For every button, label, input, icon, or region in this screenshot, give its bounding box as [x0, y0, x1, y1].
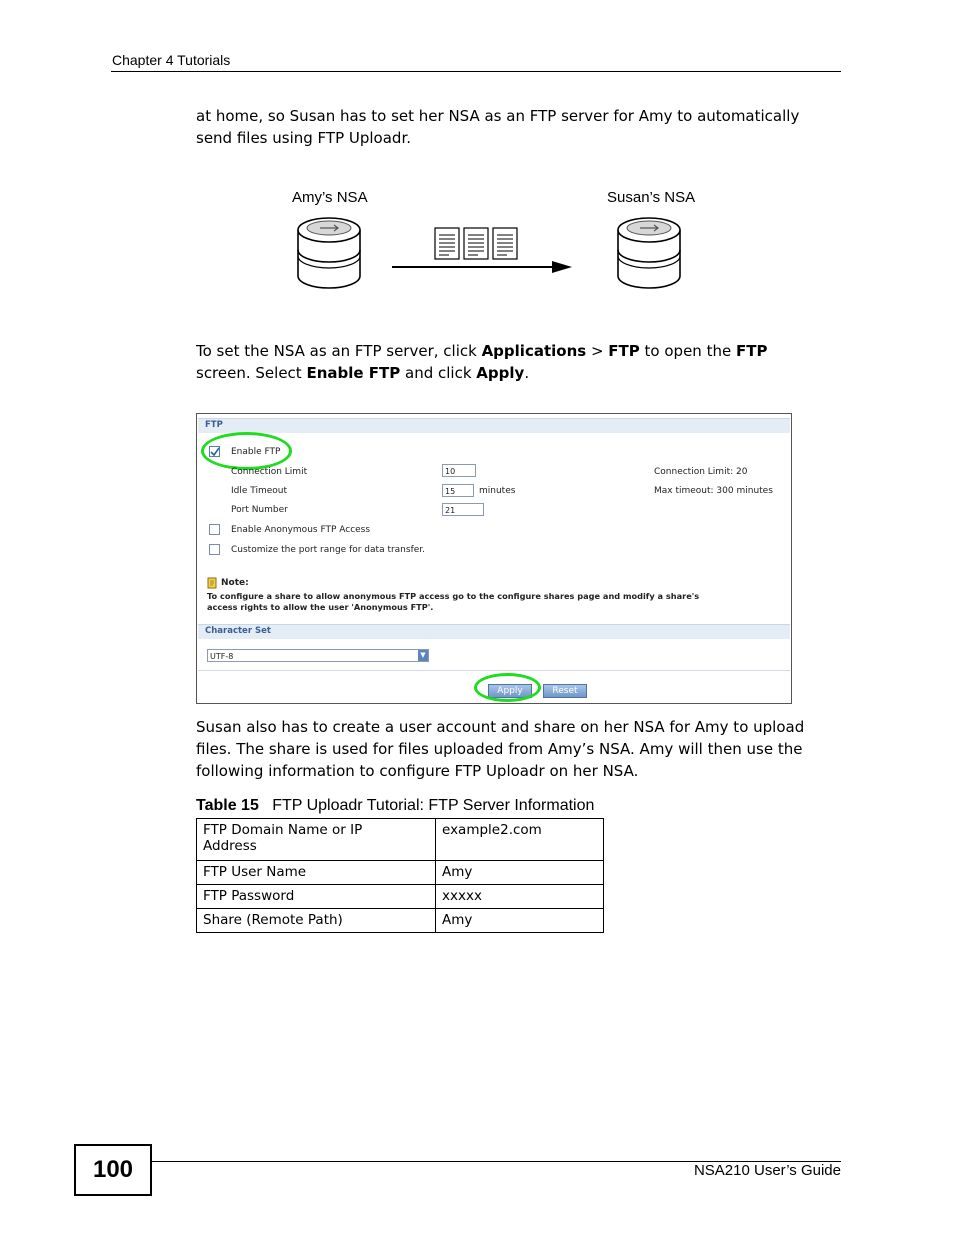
table-cell-value: example2.com	[436, 819, 604, 861]
table-row	[197, 861, 604, 885]
idle-timeout-unit: minutes	[479, 486, 516, 496]
table-row	[197, 819, 604, 861]
ftp-config-screenshot	[196, 413, 792, 704]
table-cell-key: FTP Domain Name or IP Address	[197, 819, 436, 861]
page-number: 100	[74, 1144, 152, 1196]
charset-section-header: Character Set	[198, 624, 790, 639]
chapter-header: Chapter 4 Tutorials	[112, 52, 231, 68]
table-row	[197, 909, 604, 933]
highlight-ring-apply	[474, 673, 541, 702]
apply-button[interactable]: Apply	[488, 684, 532, 698]
port-number-label: Port Number	[231, 505, 288, 515]
transfer-arrow	[392, 261, 572, 273]
connection-limit-label: Connection Limit	[231, 467, 308, 477]
divider	[198, 670, 790, 671]
amys-nsa-label: Amy’s NSA	[292, 189, 368, 206]
anonymous-ftp-label: Enable Anonymous FTP Access	[231, 525, 371, 535]
charset-value: UTF-8	[210, 652, 234, 661]
amys-nsa-icon	[298, 218, 360, 288]
table-caption: Table 15 FTP Uploadr Tutorial: FTP Server Information	[196, 797, 595, 814]
connection-limit-input[interactable]: 10	[442, 464, 476, 477]
max-timeout-text: Max timeout: 300 minutes	[654, 486, 773, 496]
header-rule	[111, 71, 841, 72]
susans-nsa-icon	[618, 218, 680, 288]
table-cell-key: FTP User Name	[197, 861, 436, 885]
intro-line: at home, so Susan has to set her NSA as an FTP server for Amy to automatically	[196, 107, 800, 125]
port-range-checkbox[interactable]	[209, 544, 220, 555]
applications-menu-ref: Applications	[481, 342, 587, 360]
table-cell-key: FTP Password	[197, 885, 436, 909]
instruction-paragraph: To set the NSA as an FTP server, click Applications > FTP to open the FTP screen. Select Enable FTP and click Apply.	[196, 342, 768, 382]
enable-ftp-label: Enable FTP	[231, 447, 281, 457]
note-line: access rights to allow the user 'Anonymous FTP'.	[207, 602, 434, 612]
susans-nsa-label: Susan’s NSA	[607, 189, 696, 206]
ftp-server-info-table	[196, 818, 604, 933]
enable-ftp-ref: Enable FTP	[306, 364, 401, 382]
highlight-ring-enable	[201, 432, 292, 470]
intro-line: send files using FTP Uploadr.	[196, 129, 412, 147]
intro-paragraph	[196, 105, 799, 149]
note-title: Note:	[221, 578, 249, 588]
reset-button[interactable]: Reset	[543, 684, 587, 698]
ftp-section-header: FTP	[198, 418, 790, 433]
table-cell-key: Share (Remote Path)	[197, 909, 436, 933]
table-cell-value: Amy	[436, 861, 604, 885]
charset-select[interactable]	[207, 649, 429, 662]
table-row	[197, 885, 604, 909]
apply-ref: Apply	[476, 364, 525, 382]
port-number-input[interactable]: 21	[442, 503, 484, 516]
guide-title: NSA210 User’s Guide	[693, 1162, 841, 1179]
anonymous-ftp-checkbox[interactable]	[209, 524, 220, 535]
idle-timeout-input[interactable]: 15	[442, 484, 474, 497]
connection-limit-max: Connection Limit: 20	[654, 467, 748, 477]
ftp-menu-ref: FTP	[608, 342, 640, 360]
documents-icon	[435, 228, 517, 259]
after-paragraph: Susan also has to create a user account and share on her NSA for Amy to upload files. The share is used for files uploaded from Amy’s NSA. Amy will then use the following information to configure FTP Uploadr on her NSA.	[196, 718, 805, 780]
note-line: To configure a share to allow anonymous FTP access go to the configure shares page and modify a share's	[207, 591, 700, 601]
port-range-label: Customize the port range for data transfer.	[231, 545, 426, 555]
table-cell-value: xxxxx	[436, 885, 604, 909]
table-cell-value: Amy	[436, 909, 604, 933]
idle-timeout-label: Idle Timeout	[231, 486, 288, 496]
transfer-diagram	[290, 210, 710, 300]
note-icon	[207, 577, 218, 589]
chevron-down-icon[interactable]: ▼	[418, 650, 428, 661]
